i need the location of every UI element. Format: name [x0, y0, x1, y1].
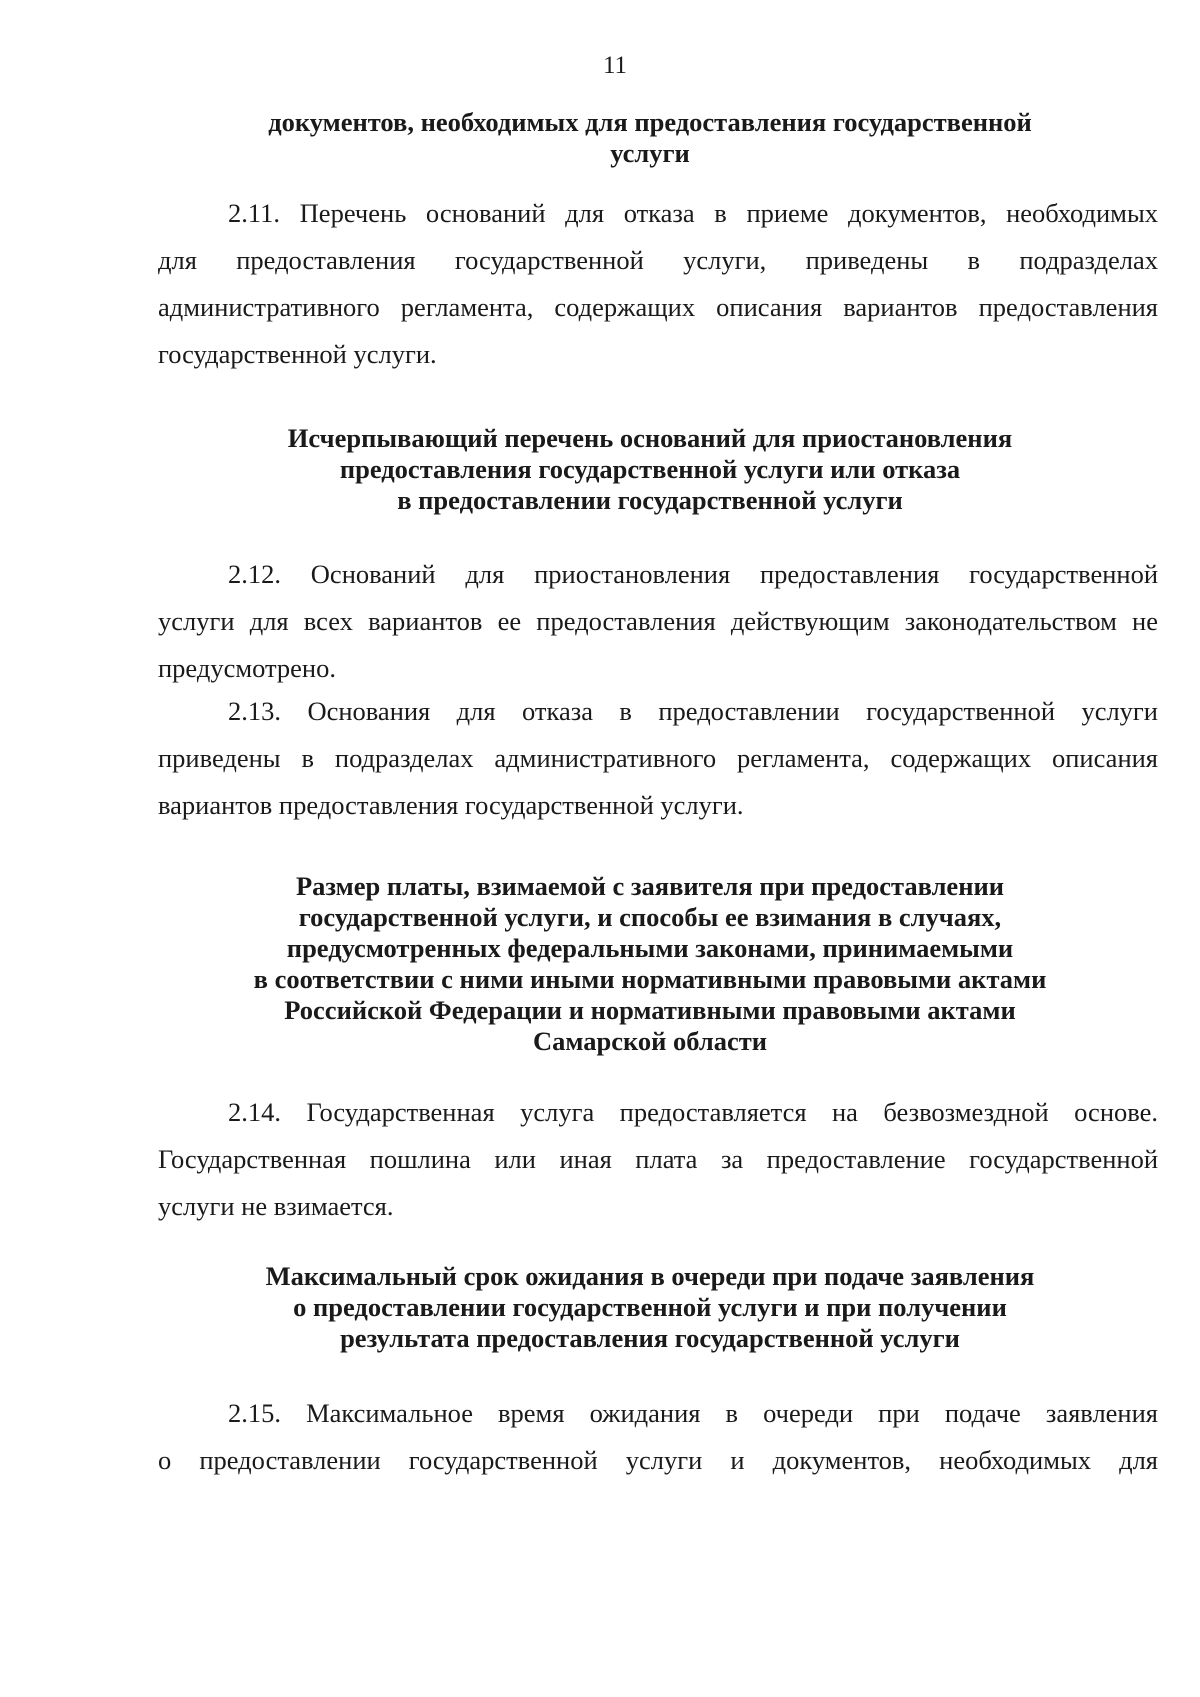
section-heading-continuation: [150, 107, 1150, 169]
heading-line: результата предоставления государственной услуги: [340, 1323, 960, 1353]
paragraph-line: о предоставлении государственной услуги и документов, необходимых для: [158, 1445, 1158, 1475]
section-heading-fee: [150, 871, 1150, 1057]
section-heading-queue: [150, 1261, 1150, 1354]
paragraph-2-11: [158, 190, 1158, 378]
paragraph-line: 2.15. Максимальное время ожидания в очереди при подаче заявления: [228, 1398, 1158, 1428]
heading-line: Максимальный срок ожидания в очереди при подаче заявления: [265, 1261, 1035, 1291]
heading-line: предусмотренных федеральными законами, принимаемыми: [286, 933, 1014, 963]
heading-line: Самарской области: [532, 1026, 768, 1056]
heading-line: о предоставлении государственной услуги и при получении: [293, 1292, 1007, 1322]
page-number: 11: [602, 52, 628, 79]
paragraph-line: предусмотрено.: [158, 653, 336, 683]
heading-line: государственной услуги, и способы ее взимания в случаях,: [298, 902, 1002, 932]
paragraph-line: 2.12. Оснований для приостановления предоставления государственной: [228, 559, 1158, 589]
paragraph-line: государственной услуги.: [158, 339, 437, 369]
heading-line: в предоставлении государственной услуги: [397, 485, 903, 515]
heading-line: в соответствии с ними иными нормативными правовыми актами: [253, 964, 1047, 994]
paragraph-line: Государственная пошлина или иная плата за предоставление государственной: [158, 1144, 1158, 1174]
heading-line: услуги: [610, 138, 690, 168]
paragraph-line: приведены в подразделах административного регламента, содержащих описания: [158, 743, 1158, 773]
paragraph-line: 2.13. Основания для отказа в предоставлении государственной услуги: [228, 696, 1158, 726]
paragraph-2-13: [158, 688, 1158, 829]
paragraph-line: для предоставления государственной услуги, приведены в подразделах: [158, 245, 1158, 275]
paragraph-line: административного регламента, содержащих описания вариантов предоставления: [158, 292, 1158, 322]
paragraph-line: услуги не взимается.: [158, 1191, 394, 1221]
heading-line: Российской Федерации и нормативными правовыми актами: [284, 995, 1016, 1025]
paragraph-2-14: [158, 1089, 1158, 1230]
heading-line: Исчерпывающий перечень оснований для приостановления: [287, 423, 1013, 453]
heading-line: документов, необходимых для предоставления государственной: [268, 107, 1032, 137]
section-heading-suspension: [150, 423, 1150, 516]
paragraph-line: 2.11. Перечень оснований для отказа в приеме документов, необходимых: [228, 198, 1158, 228]
heading-line: предоставления государственной услуги или отказа: [339, 454, 961, 484]
paragraph-line: услуги для всех вариантов ее предоставления действующим законодательством не: [158, 606, 1158, 636]
paragraph-2-12: [158, 551, 1158, 692]
paragraph-line: 2.14. Государственная услуга предоставляется на безвозмездной основе.: [228, 1097, 1158, 1127]
paragraph-2-15: [158, 1390, 1158, 1484]
paragraph-line: вариантов предоставления государственной услуги.: [158, 790, 744, 820]
heading-line: Размер платы, взимаемой с заявителя при предоставлении: [295, 871, 1005, 901]
